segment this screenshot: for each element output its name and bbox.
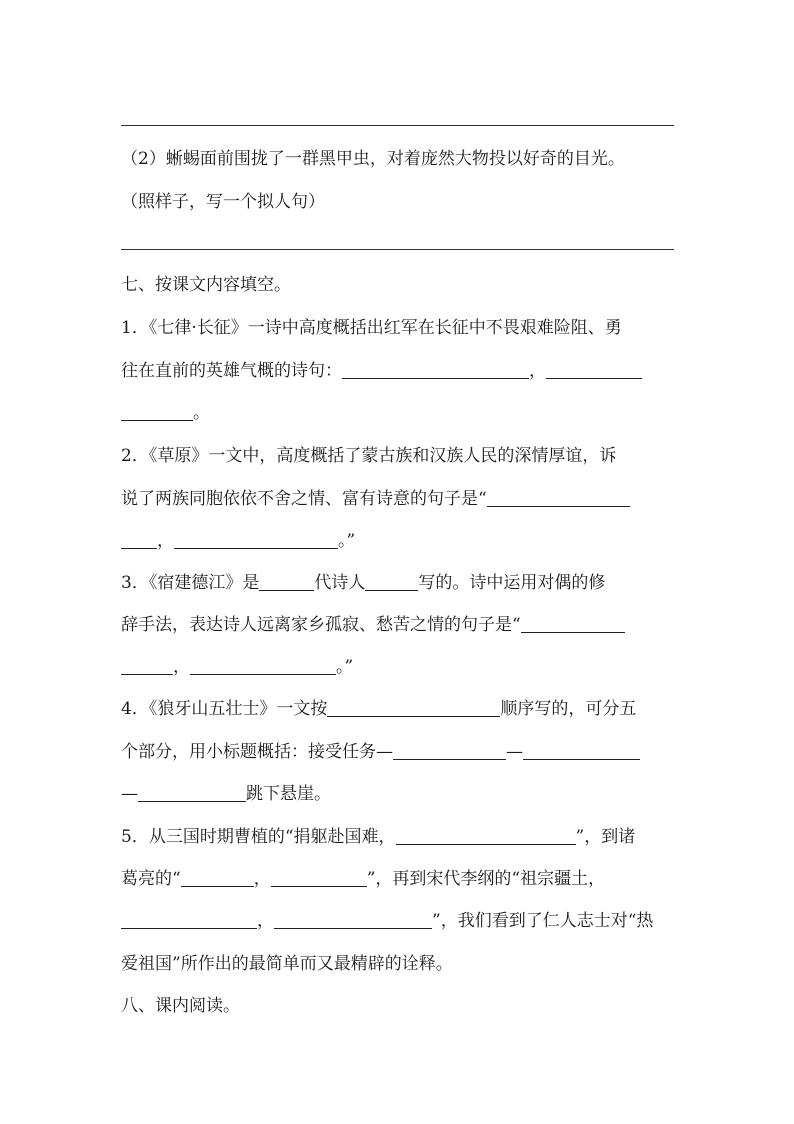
q7-5-comma2: ， bbox=[257, 911, 274, 931]
q7-1-end: 。 bbox=[193, 403, 210, 423]
q7-3-blank-poet[interactable] bbox=[365, 572, 418, 591]
q6-item2-answer-line[interactable] bbox=[121, 249, 674, 250]
q7-5-comma: ， bbox=[253, 869, 271, 889]
q7-2-blank-1-cont[interactable] bbox=[121, 530, 157, 549]
q7-5-blank-5[interactable] bbox=[274, 910, 432, 929]
q7-5-blank-4[interactable] bbox=[121, 910, 257, 929]
q7-4-prefix: 4．《狼牙山五壮士》一文按 bbox=[121, 699, 328, 719]
answer-line-previous[interactable] bbox=[121, 125, 674, 126]
q7-4-dash2: — bbox=[121, 784, 138, 804]
q6-item2-instruction: （照样子，写一个拟人句） bbox=[121, 192, 325, 212]
q7-3-comma: ， bbox=[173, 657, 190, 677]
q7-1-line3 bbox=[121, 401, 210, 425]
q7-4-line2 bbox=[121, 740, 640, 764]
q7-5-line4: 爱祖国”所作出的最简单而又最精辟的诠释。 bbox=[121, 954, 453, 974]
q7-2-prefix: 说了两族同胞依依不舍之情、富有诗意的句子是“ bbox=[121, 489, 487, 509]
q7-1-blank-2[interactable] bbox=[546, 360, 642, 379]
q7-2-line2 bbox=[121, 487, 630, 511]
q7-4-line1 bbox=[121, 697, 636, 721]
q7-5-line3 bbox=[121, 909, 653, 933]
q7-4-end: 跳下悬崖。 bbox=[246, 784, 331, 804]
q7-3-line3 bbox=[121, 655, 353, 679]
q7-3-line2 bbox=[121, 613, 625, 637]
q7-3-mid2: 写的。诗中运用对偶的修 bbox=[418, 573, 606, 593]
q7-3-line1 bbox=[121, 571, 605, 595]
q6-item2-sentence: （2）蜥蜴面前围拢了一群黑甲虫，对着庞然大物投以好奇的目光。 bbox=[121, 149, 625, 169]
q7-3-end: 。” bbox=[336, 657, 354, 677]
section8-heading: 八、课内阅读。 bbox=[121, 996, 240, 1016]
q7-3-blank-1-cont[interactable] bbox=[121, 656, 173, 675]
q7-3-mid1: 代诗人 bbox=[314, 573, 366, 593]
q7-5-line1 bbox=[121, 825, 635, 849]
q7-1-blank-2-cont[interactable] bbox=[121, 402, 193, 421]
q7-5-blank-3[interactable] bbox=[271, 868, 367, 887]
q7-5-line2 bbox=[121, 867, 605, 891]
q7-2-comma: ， bbox=[157, 531, 174, 551]
q7-5-mid3: ”，我们看到了仁人志士对“热 bbox=[432, 911, 654, 931]
q7-2-blank-1[interactable] bbox=[487, 488, 630, 507]
q7-4-blank-2[interactable] bbox=[523, 741, 640, 760]
q7-2-line1: 2．《草原》一文中，高度概括了蒙古族和汉族人民的深情厚谊，诉 bbox=[121, 446, 617, 466]
q7-4-blank-order[interactable] bbox=[327, 698, 500, 717]
q7-5-blank-1[interactable] bbox=[396, 826, 576, 845]
q7-5-blank-2[interactable] bbox=[181, 868, 254, 887]
q7-1-line2 bbox=[121, 359, 642, 383]
q7-3-blank-1[interactable] bbox=[521, 614, 625, 633]
q7-5-mid2: ”，再到宋代李纲的“祖宗疆土， bbox=[366, 869, 606, 889]
q7-5-prefix2: 葛亮的“ bbox=[121, 869, 181, 889]
q7-2-blank-2[interactable] bbox=[174, 530, 338, 549]
q7-5-mid1: ”，到诸 bbox=[575, 827, 636, 847]
q7-2-end: 。” bbox=[338, 531, 356, 551]
q7-4-dash: — bbox=[506, 742, 523, 762]
q7-4-prefix2: 个部分，用小标题概括：接受任务— bbox=[121, 742, 393, 762]
q7-3-blank-dynasty[interactable] bbox=[259, 572, 314, 591]
q7-5-prefix: 5．从三国时期曹植的“捐躯赴国难， bbox=[121, 827, 396, 847]
q7-1-blank-1[interactable] bbox=[342, 360, 529, 379]
q7-4-blank-3[interactable] bbox=[138, 783, 246, 802]
q7-1-line1: 1．《七律·长征》一诗中高度概括出红军在长征中不畏艰难险阻、勇 bbox=[121, 318, 622, 338]
q7-1-comma: ， bbox=[529, 361, 546, 381]
q7-3-prefix2: 辞手法，表达诗人远离家乡孤寂、愁苦之情的句子是“ bbox=[121, 615, 521, 635]
q7-4-line3 bbox=[121, 782, 331, 806]
q7-4-mid: 顺序写的，可分五 bbox=[500, 699, 637, 719]
q7-3-blank-2[interactable] bbox=[190, 656, 336, 675]
section7-heading: 七、按课文内容填空。 bbox=[121, 275, 291, 295]
q7-4-blank-1[interactable] bbox=[393, 741, 506, 760]
q7-1-prefix: 往在直前的英雄气概的诗句： bbox=[121, 361, 342, 381]
q7-3-prefix: 3．《宿建德江》是 bbox=[121, 573, 260, 593]
q7-2-line3 bbox=[121, 529, 355, 553]
